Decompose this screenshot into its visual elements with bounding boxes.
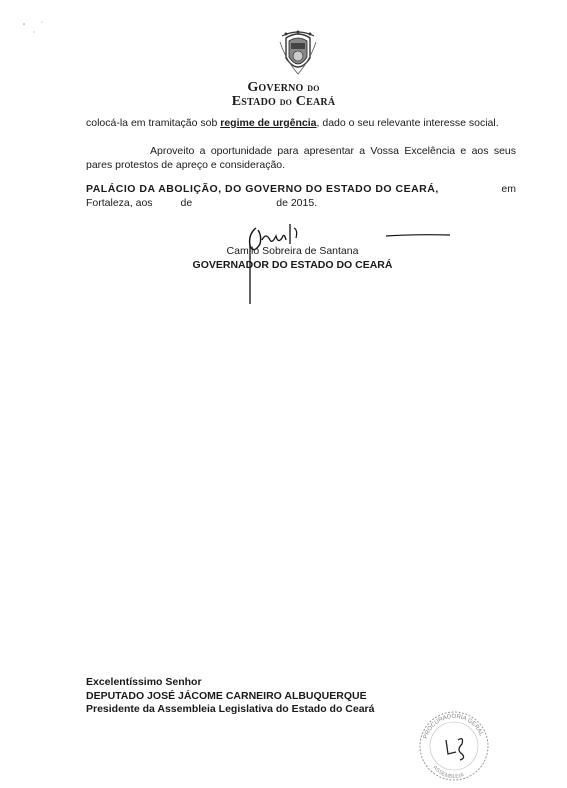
stamp-bottom-text: ASSEMBLEIA <box>431 764 465 781</box>
date-b: de <box>180 197 193 209</box>
p2-text: Aproveito a oportunidade para apresentar a Vossa Excelência e aos seus pares protestos de apreço e consideração. <box>86 145 516 171</box>
addressee-role: Presidente da Assembleia Legislativa do Estado do Ceará <box>86 703 375 715</box>
org-line1-big: Governo <box>247 80 304 95</box>
org-line1-small: do <box>307 82 320 94</box>
org-line2-small: do <box>279 96 293 108</box>
addressee-salutation: Excelentíssimo Senhor <box>86 676 202 688</box>
org-name-line2 <box>0 94 567 110</box>
addressee-block <box>86 676 374 717</box>
stamp-ring-text: PROCURADORIA GERAL <box>423 713 484 740</box>
signer-name: Camilo Sobreira de Santana <box>226 245 359 257</box>
date-c: de 2015. <box>276 197 318 209</box>
date-line <box>86 196 516 210</box>
p3-em: em <box>501 183 516 195</box>
signer-title: GOVERNADOR DO ESTADO DO CEARÁ <box>192 259 393 271</box>
org-line2-big2: Ceará <box>295 94 336 109</box>
paragraph-place-date <box>86 182 516 210</box>
paragraph-urgency <box>86 116 516 130</box>
paragraph-courtesy <box>86 144 516 172</box>
date-a: Fortaleza, aos <box>86 197 153 209</box>
palace-name: PALÁCIO DA ABOLIÇÃO, DO GOVERNO DO ESTADO DO CEARÁ, <box>86 183 439 195</box>
addressee-name: DEPUTADO JOSÉ JÁCOME CARNEIRO ALBUQUERQUE <box>86 689 367 702</box>
protocol-stamp <box>416 708 492 784</box>
p1-emphasis: regime de urgência <box>220 117 317 129</box>
scan-speck <box>20 18 60 58</box>
coat-of-arms-icon <box>278 30 318 78</box>
p1-before: colocá-la em tramitação sob <box>86 117 221 129</box>
place-line <box>86 182 516 196</box>
org-line2-big1: Estado <box>231 94 276 109</box>
p1-after: , dado o seu relevante interesse social. <box>316 117 499 129</box>
svg-text:ASSEMBLEIA <box>431 765 465 780</box>
